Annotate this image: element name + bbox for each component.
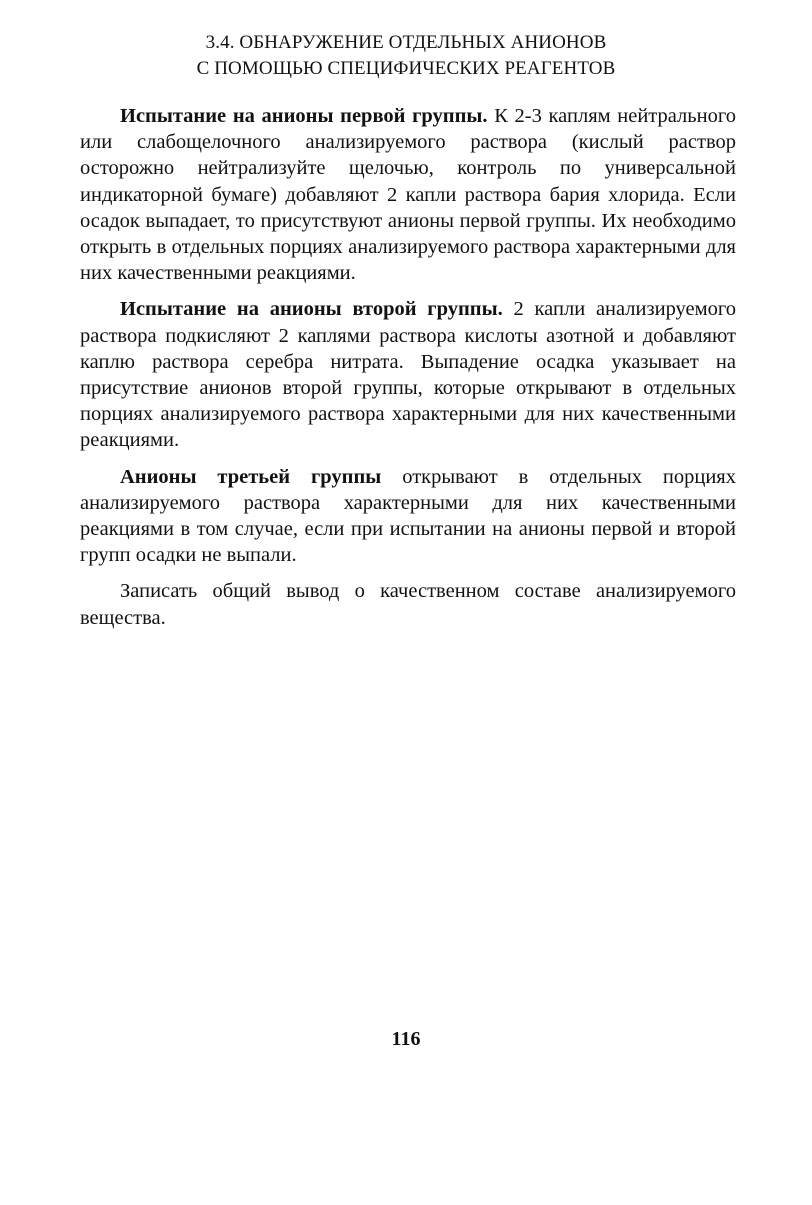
page-number: 116	[391, 1028, 421, 1050]
paragraph-first-group	[80, 103, 736, 286]
paragraph-third-group	[80, 464, 736, 569]
section-heading-line-1: 3.4. ОБНАРУЖЕНИЕ ОТДЕЛЬНЫХ АНИОНОВ	[205, 32, 607, 53]
paragraph-lead: Испытание на анионы первой группы.	[120, 105, 488, 127]
paragraph-text: открывают в отдельных порциях анализируемого раствора характерными для них качественными реакциями в том случае, если при испытании на анионы первой и второй групп осадки не выпали.	[80, 465, 736, 567]
paragraph-lead: Анионы третьей группы	[120, 465, 382, 488]
section-heading	[0, 30, 812, 82]
paragraph-text: К 2-3 каплям нейтрального или слабощелочного анализируемого раствора (кислый раствор осторожно нейтрализуйте щелочью, контроль по универсальной индикаторной бумаге) добавляют 2 капли раствора бария хлорида. Если осадок выпадает, то присутствуют анионы первой группы. Их необходимо открыть в отдельных порциях анализируемого раствора характерными для них качественными реакциями.	[80, 105, 736, 285]
paragraph-text: Записать общий вывод о качественном составе анализируемого вещества.	[80, 580, 736, 629]
paragraph-text: 2 капли анализируемого раствора подкисляют 2 каплями раствора кислоты азотной и добавляют каплю раствора серебра нитрата. Выпадение осадка указывает на присутствие анионов второй группы, которые открывают в отдельных порциях анализируемого раствора характерными для них качественными реакциями.	[80, 298, 736, 452]
body-text	[80, 103, 736, 641]
paragraph-second-group	[80, 296, 736, 453]
paragraph-lead: Испытание на анионы второй группы.	[120, 298, 503, 321]
section-heading-line-2: С ПОМОЩЬЮ СПЕЦИФИЧЕСКИХ РЕАГЕНТОВ	[196, 58, 616, 79]
paragraph-conclusion	[80, 578, 736, 630]
